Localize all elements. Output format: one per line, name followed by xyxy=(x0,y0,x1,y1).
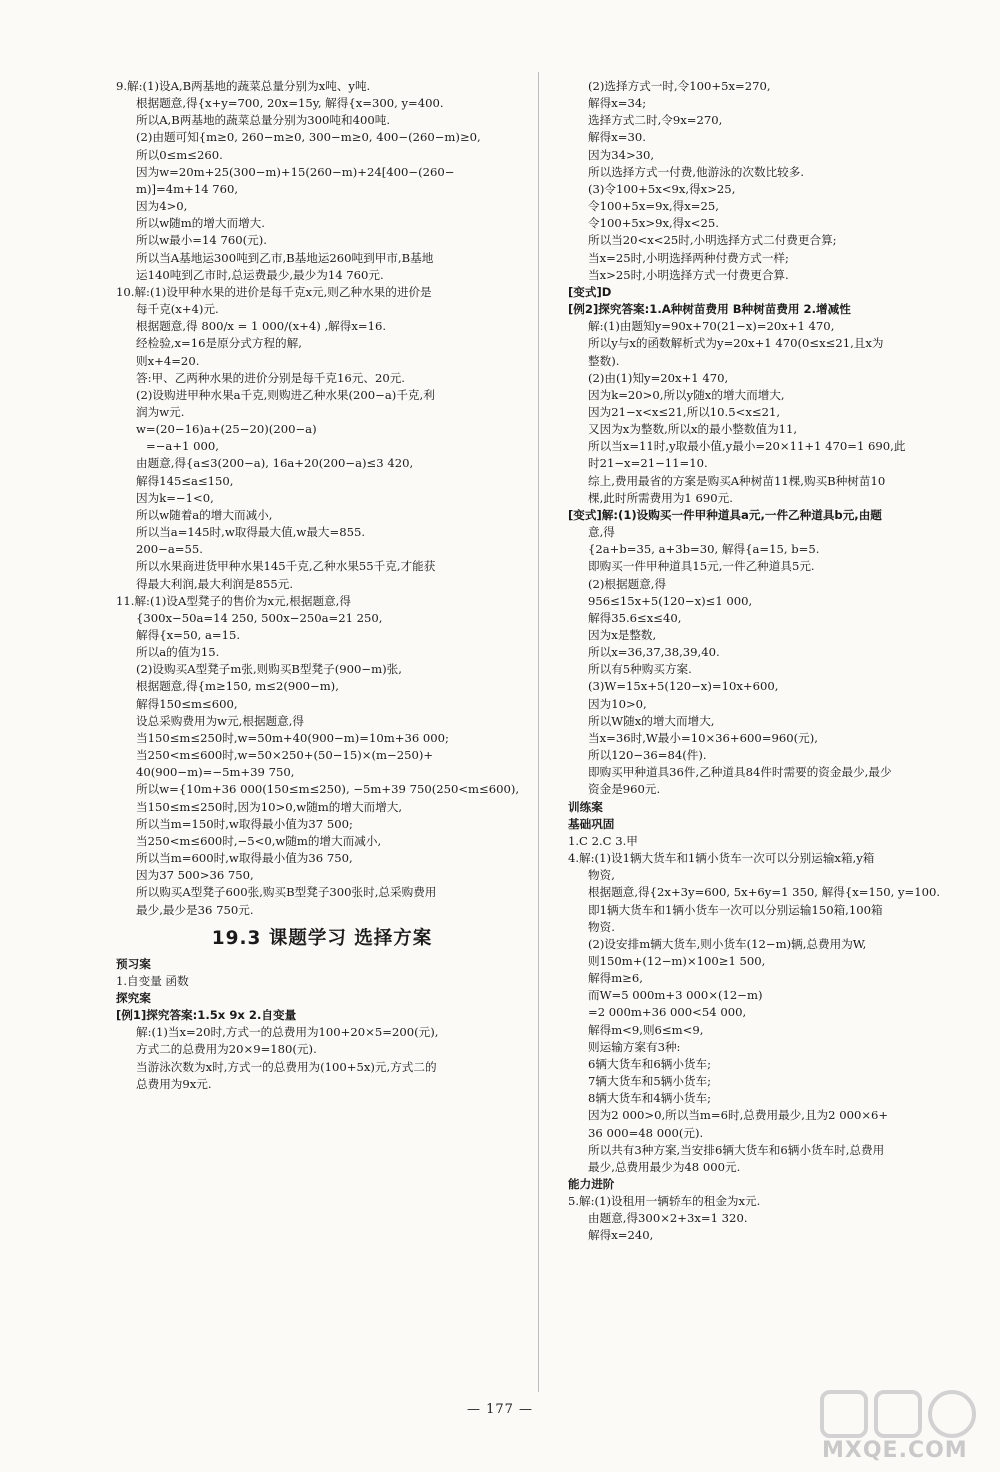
left-text-line: 解得{x=50, a=15. xyxy=(136,628,241,642)
left-text-line: 所以购买A型凳子600张,购买B型凳子300张时,总采购费用 xyxy=(136,885,437,900)
right-section-heading: 训练案 xyxy=(568,799,603,814)
left-text-line: 每千克(x+4)元. xyxy=(136,302,219,317)
right-text-line: 意,得 xyxy=(588,525,615,540)
right-text-line: 5.解:(1)设租用一辆轿车的租金为x元. xyxy=(568,1194,761,1209)
column-divider xyxy=(538,72,539,1392)
right-text-line: 因为10>0, xyxy=(588,696,647,711)
right-text-line: 则150m+(12−m)×100≥1 500, xyxy=(588,953,766,968)
left-text-line: 当250<m≤600时,−5<0,w随m的增大而减小, xyxy=(136,833,382,848)
left-text-line: 方式二的总费用为20×9=180(元). xyxy=(136,1042,317,1057)
right-text-line: 所以W随x的增大而增大, xyxy=(588,713,715,728)
right-text-line: [例2]探究答案:1.A种树苗费用 B种树苗费用 2.增减性 xyxy=(568,302,851,317)
left-text-line: 所以w最小=14 760(元). xyxy=(136,233,267,248)
left-text-line: (2)由题可知{m≥0, 260−m≥0, 300−m≥0, 400−(260−m)≥0, xyxy=(136,130,481,145)
left-text-line: 根据题意,得{m≥150, m≤2(900−m), xyxy=(136,679,339,694)
left-text-line: 解得150≤m≤600, xyxy=(136,696,238,711)
left-text-line: 润为w元. xyxy=(136,404,185,419)
right-text-line: 解:(1)由题知y=90x+70(21−x)=20x+1 470, xyxy=(588,319,835,334)
right-text-line: 解得x=30. xyxy=(588,130,646,145)
right-text-line: 资金是960元. xyxy=(588,782,661,797)
left-text-line: 当250<m≤600时,w=50×250+(50−15)×(m−250)+ xyxy=(136,748,434,763)
right-text-line: 所以120−36=84(件). xyxy=(588,748,707,763)
right-text-line: 当x=36时,W最小=10×36+600=960(元), xyxy=(588,730,818,745)
left-text-line: 所以当a=145时,w取得最大值,w最大=855. xyxy=(136,525,366,540)
right-text-line: 物资. xyxy=(588,919,615,934)
left-text-line: 经检验,x=16是原分式方程的解, xyxy=(136,336,302,351)
right-text-line: 即1辆大货车和1辆小货车一次可以分别运输150箱,100箱 xyxy=(588,902,883,917)
right-text-line: 7辆大货车和5辆小货车; xyxy=(588,1074,712,1089)
right-text-line: 解得x=34; xyxy=(588,96,647,111)
right-text-line: 解得m<9,则6≤m<9, xyxy=(588,1022,704,1037)
right-section-heading: 能力进阶 xyxy=(568,1177,615,1191)
left-text-line: 40(900−m)=−5m+39 750, xyxy=(136,765,295,780)
left-text-line: 所以w随着a的增大而减小, xyxy=(136,507,273,522)
right-text-line: 由题意,得300×2+3x=1 320. xyxy=(588,1211,748,1226)
left-text-line: 所以w={10m+36 000(150≤m≤250), −5m+39 750(250<m≤600), xyxy=(136,782,520,797)
right-text-line: 则运输方案有3种: xyxy=(588,1039,681,1054)
left-text-line: 当150≤m≤250时,w=50m+40(900−m)=10m+36 000; xyxy=(136,730,449,745)
right-text-line: 所以当20<x<25时,小明选择方式二付费更合算; xyxy=(588,233,837,248)
left-text-line: =−a+1 000, xyxy=(146,439,219,454)
left-text-line: 答:甲、乙两种水果的进价分别是每千克16元、20元. xyxy=(136,370,405,385)
left-text-line: 根据题意,得{x+y=700, 20x=15y, 解得{x=300, y=400. xyxy=(136,96,444,111)
right-text-line: 因为34>30, xyxy=(588,147,655,162)
right-text-line: 所以共有3种方案,当安排6辆大货车和6辆小货车时,总费用 xyxy=(588,1142,885,1157)
right-text-line: 所以选择方式一付费,他游泳的次数比较多. xyxy=(588,164,805,179)
right-text-line: 棵,此时所需费用为1 690元. xyxy=(588,490,733,505)
right-text-line: 956≤15x+5(120−x)≤1 000, xyxy=(588,593,753,608)
left-column xyxy=(116,78,528,1093)
left-text-line: 所以w随m的增大而增大. xyxy=(136,216,265,231)
right-text-line: 因为2 000>0,所以当m=6时,总费用最少,且为2 000×6+ xyxy=(588,1108,889,1123)
right-text-line: 解得m≥6, xyxy=(588,971,643,986)
left-text-line: {300x−50a=14 250, 500x−250a=21 250, xyxy=(136,610,383,625)
left-text-line: 因为w=20m+25(300−m)+15(260−m)+24[400−(260− xyxy=(136,164,455,179)
right-text-line: (2)选择方式一时,令100+5x=270, xyxy=(588,79,771,93)
right-text-line: 选择方式二时,令9x=270, xyxy=(588,113,723,128)
right-text-line: 根据题意,得{2x+3y=600, 5x+6y=1 350, 解得{x=150, y=100. xyxy=(588,885,941,900)
left-text-line: 则x+4=20. xyxy=(136,353,200,368)
left-text-line: 10.解:(1)设甲种水果的进价是每千克x元,则乙种水果的进价是 xyxy=(116,284,432,299)
right-text-line: 又因为x为整数,所以x的最小整数值为11, xyxy=(588,422,798,437)
left-text-line: 所以当A基地运300吨到乙市,B基地运260吨到甲市,B基地 xyxy=(136,250,434,265)
left-text-line: 所以0≤m≤260. xyxy=(136,147,223,162)
right-text-line: 6辆大货车和6辆小货车; xyxy=(588,1056,712,1071)
left-text-line: 11.解:(1)设A型凳子的售价为x元,根据题意,得 xyxy=(116,593,351,608)
right-text-line: 而W=5 000m+3 000×(12−m) xyxy=(588,988,763,1003)
right-text-line: 令100+5x>9x,得x<25. xyxy=(588,216,719,231)
right-text-line: 即购买甲种道具36件,乙种道具84件时需要的资金最少,最少 xyxy=(588,765,892,780)
left-text-line: 所以a的值为15. xyxy=(136,645,220,660)
left-text-line: 因为4>0, xyxy=(136,199,188,214)
left-text-line: 9.解:(1)设A,B两基地的蔬菜总量分别为x吨、y吨. xyxy=(116,79,371,93)
watermark-text: MXQE.COM xyxy=(822,1438,968,1463)
left-text-line: w=(20−16)a+(25−20)(200−a) xyxy=(136,422,317,437)
right-text-line: (3)令100+5x<9x,得x>25, xyxy=(588,181,736,196)
left-text-line: m)]=4m+14 760, xyxy=(136,181,239,196)
left-text-line: 由题意,得{a≤3(200−a), 16a+20(200−a)≤3 420, xyxy=(136,456,414,471)
left-text-line: 因为37 500>36 750, xyxy=(136,868,254,883)
right-text-line: 因为k=20>0,所以y随x的增大而增大, xyxy=(588,387,785,402)
right-section-heading: 基础巩固 xyxy=(568,816,615,831)
right-text-line: (2)设安排m辆大货车,则小货车(12−m)辆,总费用为W, xyxy=(588,936,867,951)
left-section-title: 19.3 课题学习 选择方案 xyxy=(211,927,433,949)
left-text-line: 解:(1)当x=20时,方式一的总费用为100+20×5=200(元), xyxy=(136,1025,439,1040)
right-text-line: 当x=25时,小明选择两种付费方式一样; xyxy=(588,250,789,265)
right-text-line: (3)W=15x+5(120−x)=10x+600, xyxy=(588,679,779,694)
right-text-line: {2a+b=35, a+3b=30, 解得{a=15, b=5. xyxy=(588,542,820,557)
left-text-line: 运140吨到乙市时,总运费最少,最少为14 760元. xyxy=(136,267,384,282)
right-text-line: 综上,费用最省的方案是购买A种树苗11棵,购买B种树苗10 xyxy=(588,473,886,488)
left-text-line: 1.自变量 函数 xyxy=(116,973,189,988)
left-text-line: 所以A,B两基地的蔬菜总量分别为300吨和400吨. xyxy=(136,113,391,128)
left-text-line: 总费用为9x元. xyxy=(136,1076,212,1091)
left-section-heading: 预习案 xyxy=(116,956,151,971)
right-text-line: 1.C 2.C 3.甲 xyxy=(568,833,638,848)
right-text-line: 8辆大货车和4辆小货车; xyxy=(588,1091,712,1106)
right-text-line: (2)根据题意,得 xyxy=(588,576,667,591)
right-text-line: 所以y与x的函数解析式为y=20x+1 470(0≤x≤21,且x为 xyxy=(588,336,884,351)
right-text-line: 即购买一件甲种道具15元,一件乙种道具5元. xyxy=(588,559,815,574)
right-text-line: 因为x是整数, xyxy=(588,628,657,642)
right-text-line: 令100+5x=9x,得x=25, xyxy=(588,199,719,214)
left-text-line: 设总采购费用为w元,根据题意,得 xyxy=(136,713,305,728)
watermark-logo xyxy=(818,1386,984,1466)
left-text-line: [例1]探究答案:1.5x 9x 2.自变量 xyxy=(116,1008,297,1023)
left-section-heading: 探究案 xyxy=(116,990,151,1005)
right-text-line: 所以有5种购买方案. xyxy=(588,662,692,677)
right-text-line: 解得x=240, xyxy=(588,1228,654,1243)
right-text-line: 36 000=48 000(元). xyxy=(588,1125,704,1140)
right-text-line: 4.解:(1)设1辆大货车和1辆小货车一次可以分别运输x箱,y箱 xyxy=(568,851,875,866)
left-text-line: 200−a=55. xyxy=(136,542,203,557)
left-text-line: 因为k=−1<0, xyxy=(136,490,214,505)
right-text-line: 因为21−x<x≤21,所以10.5<x≤21, xyxy=(588,404,781,419)
left-text-line: 所以当m=150时,w取得最小值为37 500; xyxy=(136,816,353,831)
right-text-line: 整数). xyxy=(588,353,620,368)
right-text-line: 时21−x=21−11=10. xyxy=(588,456,708,471)
left-text-line: 当150≤m≤250时,因为10>0,w随m的增大而增大, xyxy=(136,799,403,814)
right-text-line: 物资, xyxy=(588,868,615,883)
left-text-line: 当游泳次数为x时,方式一的总费用为(100+5x)元,方式二的 xyxy=(136,1059,437,1074)
left-text-line: 所以水果商进货甲种水果145千克,乙种水果55千克,才能获 xyxy=(136,559,436,574)
watermark-badge-icon xyxy=(818,1386,984,1442)
left-text-line: 所以当m=600时,w取得最小值为36 750, xyxy=(136,851,353,866)
left-text-line: (2)设购买A型凳子m张,则购买B型凳子(900−m)张, xyxy=(136,662,402,677)
right-text-line: 所以当x=11时,y取最小值,y最小=20×11+1 470=1 690,此 xyxy=(588,439,906,454)
right-text-line: [变式]D xyxy=(568,284,612,299)
right-column xyxy=(568,78,980,1245)
right-text-line: 解得35.6≤x≤40, xyxy=(588,610,682,625)
right-text-line: [变式]解:(1)设购买一件甲种道具a元,一件乙种道具b元,由题 xyxy=(568,507,882,522)
page-number: — 177 — xyxy=(466,1402,534,1417)
left-text-line: 解得145≤a≤150, xyxy=(136,473,234,488)
right-text-line: 当x>25时,小明选择方式一付费更合算. xyxy=(588,267,789,282)
right-text-line: 最少,总费用最少为48 000元. xyxy=(588,1159,741,1174)
left-text-line: 得最大利润,最大利润是855元. xyxy=(136,576,294,591)
left-text-line: (2)设购进甲种水果a千克,则购进乙种水果(200−a)千克,利 xyxy=(136,387,435,402)
right-text-line: (2)由(1)知y=20x+1 470, xyxy=(588,370,729,385)
right-text-line: =2 000m+36 000<54 000, xyxy=(588,1005,747,1020)
left-text-line: 最少,最少是36 750元. xyxy=(136,902,254,917)
left-text-line: 根据题意,得 800/x = 1 000/(x+4) ,解得x=16. xyxy=(136,319,387,334)
right-text-line: 所以x=36,37,38,39,40. xyxy=(588,645,720,660)
